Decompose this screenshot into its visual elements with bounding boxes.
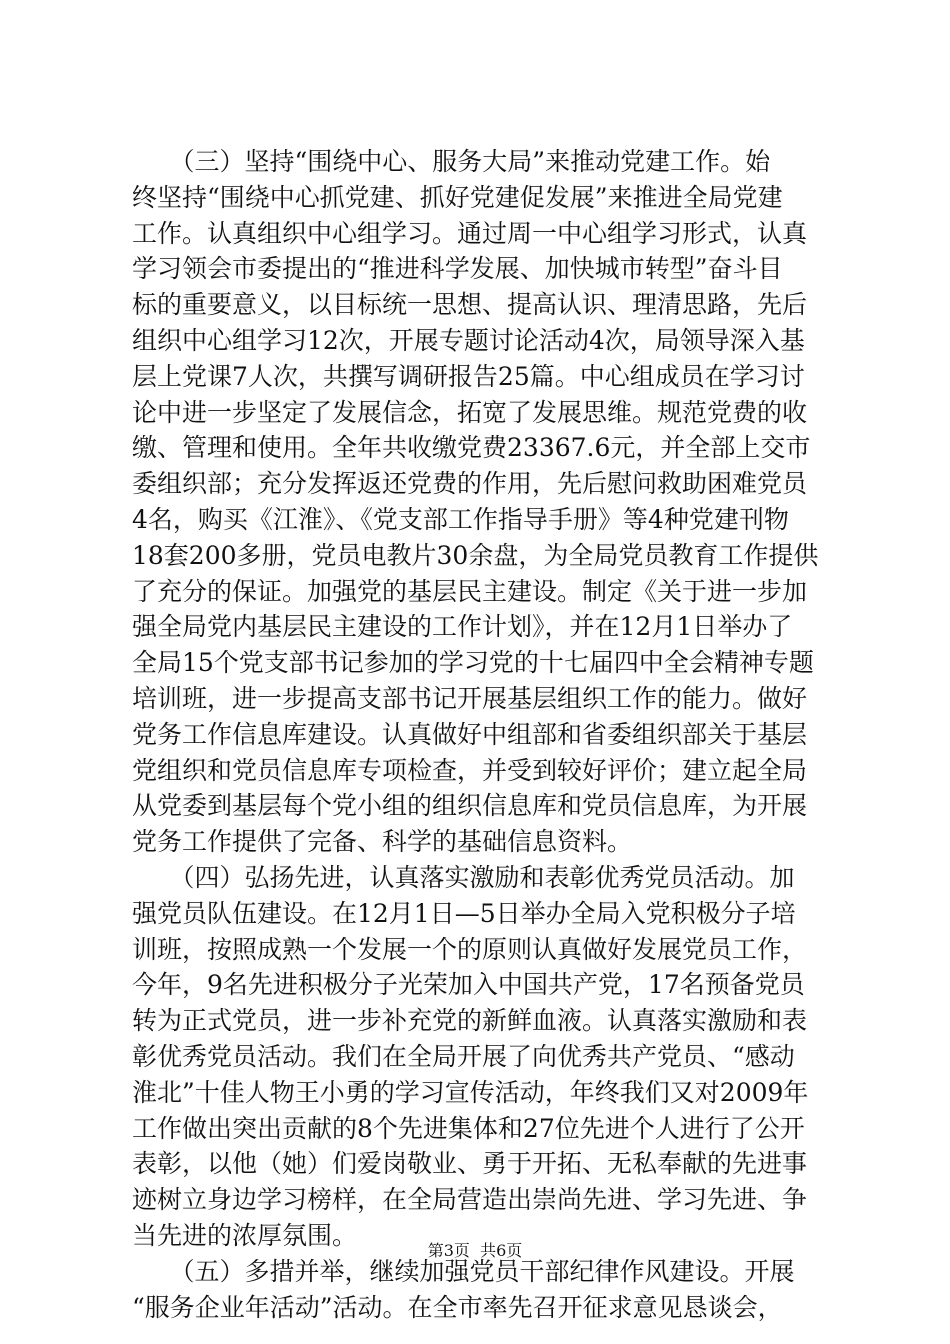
text-line: 全局15个党支部书记参加的学习党的十七届四中全会精神专题 (132, 648, 814, 678)
text-line: 淮北”十佳人物王小勇的学习宣传活动，年终我们又对2009年 (132, 1077, 809, 1107)
text-line: 党务工作提供了完备、科学的基础信息资料。 (132, 827, 633, 857)
page-number-label: 第3页 共6页 (427, 1241, 523, 1260)
text-line: 转为正式党员，进一步补充党的新鲜血液。认真落实激励和表 (132, 1006, 808, 1036)
text-line: 从党委到基层每个党小组的组织信息库和党员信息库，为开展 (132, 791, 808, 821)
text-line: 训班，按照成熟一个发展一个的原则认真做好发展党员工作， (132, 934, 808, 964)
text-line: 了充分的保证。加强党的基层民主建设。制定《关于进一步加 (132, 576, 808, 606)
text-line: 委组织部；充分发挥返还党费的作用，先后慰问救助困难党员 (132, 469, 808, 499)
text-line: “服务企业年活动”活动。在全市率先召开征求意见恳谈会， (132, 1292, 783, 1322)
text-line: 学习领会市委提出的“推进科学发展、加快城市转型”奋斗目 (132, 254, 783, 284)
page-footer (0, 1240, 950, 1262)
text-line: 强全局党内基层民主建设的工作计划》，并在12月1日举办了 (132, 612, 793, 642)
text-line: 当先进的浓厚氛围。 (132, 1220, 358, 1250)
text-line: 今年，9名先进积极分子光荣加入中国共产党，17名预备党员 (132, 970, 805, 1000)
text-line: （五）多措并举，继续加强党员干部纪律作风建设。开展 (132, 1256, 795, 1286)
text-line: 强党员队伍建设。在12月1日—5日举办全局入党积极分子培 (132, 898, 796, 928)
text-line: 4名，购买《江淮》、《党支部工作指导手册》等4种党建刊物 (132, 504, 789, 534)
text-line: 党组织和党员信息库专项检查，并受到较好评价；建立起全局 (132, 755, 808, 785)
text-line: 论中进一步坚定了发展信念，拓宽了发展思维。规范党费的收 (132, 397, 808, 427)
text-line: 终坚持“围绕中心抓党建、抓好党建促发展”来推进全局党建 (132, 182, 783, 212)
text-line: 组织中心组学习12次，开展专题讨论活动4次，局领导深入基 (132, 325, 805, 355)
text-line: 迹树立身边学习榜样，在全局营造出崇尚先进、学习先进、争 (132, 1185, 808, 1215)
text-line: 工作。认真组织中心组学习。通过周一中心组学习形式，认真 (132, 218, 808, 248)
document-body (132, 144, 832, 1325)
text-line: 缴、管理和使用。全年共收缴党费23367.6元，并全部上交市 (132, 433, 811, 463)
text-line: 标的重要意义，以目标统一思想、提高认识、理清思路，先后 (132, 290, 808, 320)
text-line: （四）弘扬先进，认真落实激励和表彰优秀党员活动。加 (132, 862, 795, 892)
text-line: 培训班，进一步提高支部书记开展基层组织工作的能力。做好 (132, 683, 808, 713)
text-line: （三）坚持“围绕中心、服务大局”来推动党建工作。始 (132, 147, 771, 176)
text-line: 彰优秀党员活动。我们在全局开展了向优秀共产党员、“感动 (132, 1041, 795, 1071)
text-line: 表彰，以他（她）们爱岗敬业、勇于开拓、无私奉献的先进事 (132, 1149, 808, 1179)
text-line: 党务工作信息库建设。认真做好中组部和省委组织部关于基层 (132, 719, 808, 749)
text-line: 层上党课7人次，共撰写调研报告25篇。中心组成员在学习讨 (132, 361, 805, 391)
text-line: 工作做出突出贡献的8个先进集体和27位先进个人进行了公开 (132, 1113, 805, 1143)
text-line: 18套200多册，党员电教片30余盘，为全局党员教育工作提供 (132, 540, 819, 570)
